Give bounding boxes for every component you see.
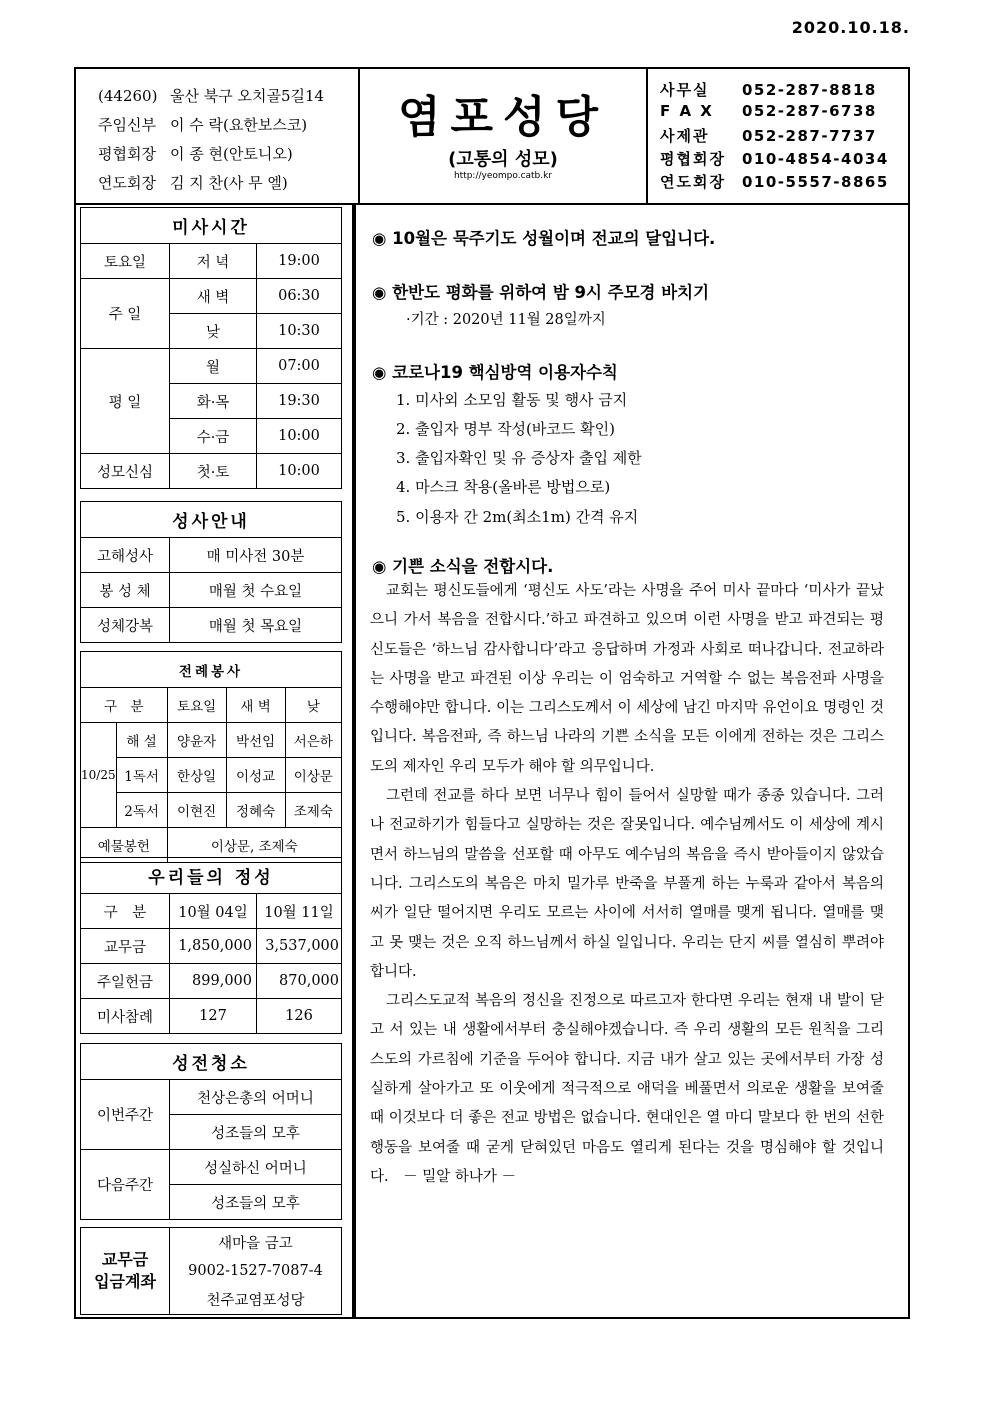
article-paragraph: 그런데 전교를 하다 보면 너무나 힘이 들어서 실망할 때가 종종 있습니다. 그러나 전교하기가 힘들다고 실망하는 것은 잘못입니다. 예수님께서도 이 세상에 계시면서 하느님의 말씀을 선포할 때 아무도 예수님의 복음을 즉시 받아들이지 않았습니다. 그리스도의 복음은 마치 밀가루 반죽을 부풀게 하는 누룩과 같아서 복음의 씨가 일단 떨어지면 우리도 모르는 사이에 서서히 열매를 맺게 됩니다. 열매를 맺고 못 맺는 것은 오직 하느님께서 하실 일입니다. 우리는 단지 씨를 열심히 뿌려야 합니다. [370, 788, 884, 980]
bank-label: 교무금 입금계좌 [81, 1228, 170, 1315]
liturgy-title: 전례봉사 [81, 652, 342, 688]
good-news-article [370, 577, 884, 1192]
article-paragraph: 교회는 평신도들에게 ‘평신도 사도’라는 사명을 주어 미사 끝마다 ‘미사가 끝났으니 가서 복음을 전합시다.’하고 파견하고 있으며 이런 사명을 받고 파견되는 평신도들은 ‘하느님 감사합니다’라고 응답하며 가정과 사회로 떠나갑니다. 전교하라는 사명을 받고 파견된 이상 우리는 이 엄숙하고 거역할 수 없는 복음전파 사명을 수행해야만 합니다. 이는 그리스도께서 이 세상에 남긴 마지막 유언이요 명령인 것입니다. 복음전파, 즉 하느님 나라의 기쁜 소식을 모든 이에게 전하는 것은 그리스도의 제자인 우리 모두가 해야 할 의무입니다. [370, 583, 884, 775]
pastor-row: 주임신부 이 수 락(요한보스코) [98, 116, 308, 134]
sacrament-table: 성사안내 고해성사 매 미사전 30분 봉 성 체 매월 첫 수요일 성체강복 매월 첫 목요일 [80, 501, 342, 643]
covid-rule-item: 5. 이용자 간 2m(최소1m) 간격 유지 [396, 508, 639, 526]
contact-row: F A X 052-287-6738 [660, 102, 877, 120]
contact-row: 평협회장 010-4854-4034 [660, 150, 889, 168]
announcement-rosary: ◉ 10월은 묵주기도 성월이며 전교의 달입니다. [372, 229, 716, 248]
title-block [360, 69, 648, 203]
mass-time-table: 미사시간 토요일 저 녁 19:00 주 일 새 벽 06:30 낮 10:30 평 일 월 07:00 화·목 19:30 수·금 10:00 성모신심 첫·토 10:00 [80, 207, 342, 489]
peace-prayer-period: ·기간 : 2020년 11월 28일까지 [406, 312, 606, 328]
issue-date: 2020.10.18. [791, 18, 910, 37]
parish-subtitle: (고통의 성모) [448, 149, 558, 170]
announcement-good-news: ◉ 기쁜 소식을 전합시다. [372, 557, 554, 576]
liturgy-service-table: 전례봉사 구 분 토요일 새 벽 낮 10/25 해 설 양윤자 박선임 서은하 1독서 한상일 이성교 이상문 2독서 이현진 정혜숙 조제숙 예물봉헌 이상문, 조제숙 [80, 651, 342, 863]
covid-rule-item: 3. 출입자확인 및 유 증상자 출입 제한 [396, 449, 642, 467]
contact-block [648, 69, 908, 203]
covid-rule-item: 2. 출입자 명부 작성(바코드 확인) [396, 420, 615, 438]
bulletin-frame [74, 67, 910, 1319]
contact-row: 사무실 052-287-8818 [660, 81, 877, 99]
column-divider [352, 205, 356, 1317]
announcement-peace-prayer: ◉ 한반도 평화를 위하여 밤 9시 주모경 바치기 [372, 283, 710, 302]
bank-account-table: 교무금 입금계좌 새마을 금고 9002-1527-7087-4 천주교염포성당 [80, 1227, 342, 1315]
announcement-covid-rules: ◉ 코로나19 핵심방역 이용자수칙 [372, 363, 618, 382]
parish-url: http://yeompo.catb.kr [453, 171, 553, 181]
article-paragraph: 그리스도교적 복음의 정신을 진정으로 따르고자 한다면 우리는 현재 내 발이 닫고 서 있는 내 생활에서부터 충실해야겠습니다. 즉 우리 생활의 모든 원칙을 그리스도의 가르침에 기준을 두어야 합니다. 지금 내가 살고 있는 곳에서부터 가장 성실하게 살아가고 또 이웃에게 적극적으로 애덕을 베풀면서 의로운 생활을 보여줄 때 이것보다 더 좋은 전교 방법은 없습니다. 현대인은 열 마디 말보다 한 번의 선한 행동을 보여줄 때 굳게 닫혀있던 마음도 열리게 된다는 것을 명심해야 할 것입니다. － 밀알 하나가 － [370, 993, 884, 1185]
giving-title: 우리들의 정성 [81, 858, 342, 894]
parish-title: 염포성당 [397, 92, 608, 143]
contact-row: 연도회장 010-5557-8865 [660, 173, 889, 191]
address-block [76, 69, 360, 203]
cleaning-title: 성전청소 [81, 1044, 342, 1080]
header [76, 69, 908, 205]
mass-time-title: 미사시간 [81, 208, 342, 244]
giving-table: 우리들의 정성 구 분 10월 04일 10월 11일 교무금 1,850,000 3,537,000 주일헌금 899,000 870,000 미사참례 127 126 [80, 857, 342, 1034]
covid-rule-item: 4. 마스크 착용(올바른 방법으로) [396, 478, 611, 496]
cleaning-table: 성전청소 이번주간 천상은총의 어머니 성조들의 모후 다음주간 성실하신 어머니 성조들의 모후 [80, 1043, 342, 1220]
contact-row: 사제관 052-287-7737 [660, 127, 877, 145]
covid-rule-item: 1. 미사외 소모임 활동 및 행사 금지 [396, 391, 628, 409]
sacrament-title: 성사안내 [81, 502, 342, 538]
council-president-row: 평협회장 이 종 현(안토니오) [98, 145, 293, 163]
prayer-president-row: 연도회장 김 지 찬(사 무 엘) [98, 174, 288, 192]
address-row: (44260) 울산 북구 오치골5길14 [98, 87, 325, 105]
